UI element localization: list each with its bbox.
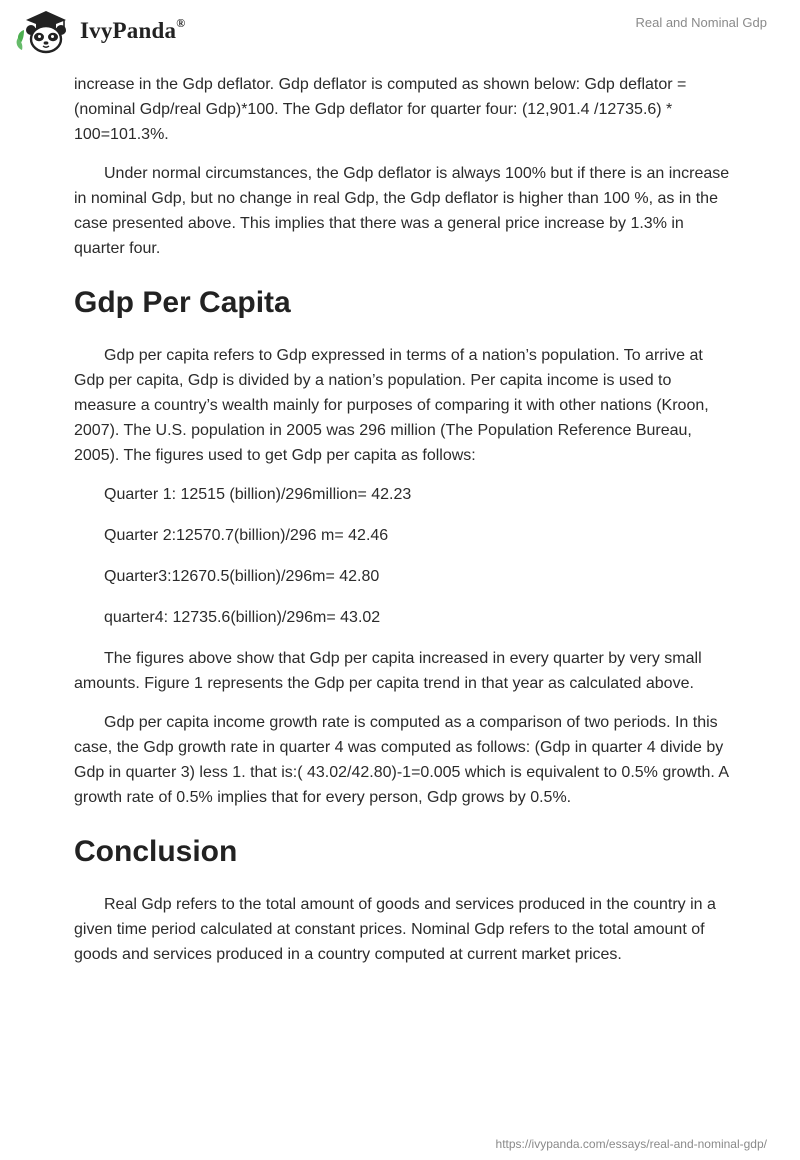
source-url-link[interactable]: https://ivypanda.com/essays/real-and-nominal-gdp/ <box>495 1137 767 1151</box>
paragraph-deflator-formula: increase in the Gdp deflator. Gdp deflator is computed as shown below: Gdp deflator = (nominal Gdp/real Gdp)*100. The Gdp deflator for quarter four: (12,901.4 /12735.6) * 100=101.3%. <box>74 76 687 143</box>
calc-quarter-2: Quarter 2:12570.7(billion)/296 m= 42.46 <box>104 527 389 544</box>
brand-name: IvyPanda® <box>80 16 186 43</box>
panda-graduate-icon <box>14 8 72 54</box>
heading-gdp-per-capita: Gdp Per Capita <box>74 286 291 319</box>
registered-mark: ® <box>176 16 186 31</box>
paragraph-per-capita-definition: Gdp per capita refers to Gdp expressed in terms of a nation’s population. To arrive at Gdp per capita, Gdp is divided by a nation’s population. Per capita income is used to measure a country’s wealth mainly for purposes of comparing it with other nations (Kroon, 2007). The U.S. population in 2005 was 296 million (The Population Reference Bureau, 2005). The figures used to get Gdp per capita as follows: <box>74 347 709 464</box>
document-title: Real and Nominal Gdp <box>635 15 767 30</box>
page-header <box>0 0 800 66</box>
calc-quarter-4: quarter4: 12735.6(billion)/296m= 43.02 <box>104 609 381 626</box>
calc-quarter-1: Quarter 1: 12515 (billion)/296million= 42.23 <box>104 486 412 503</box>
calc-quarter-3: Quarter3:12670.5(billion)/296m= 42.80 <box>104 568 380 585</box>
paragraph-per-capita-trend: The figures above show that Gdp per capita increased in every quarter by very small amounts. Figure 1 represents the Gdp per capita trend in that year as calculated above. <box>74 650 702 692</box>
essay-content <box>74 72 730 981</box>
heading-conclusion: Conclusion <box>74 835 238 868</box>
paragraph-growth-rate: Gdp per capita income growth rate is computed as a comparison of two periods. In this case, the Gdp growth rate in quarter 4 was computed as follows: (Gdp in quarter 4 divide by Gdp in quarter 3) less 1. that is:( 43.02/42.80)-1=0.005 which is equivalent to 0.5% growth. A growth rate of 0.5% implies that for every person, Gdp grows by 0.5%. <box>74 714 729 806</box>
paragraph-deflator-explanation: Under normal circumstances, the Gdp deflator is always 100% but if there is an increase in nominal Gdp, but no change in real Gdp, the Gdp deflator is higher than 100 %, as in the case presented above. This implies that there was a general price increase by 1.3% in quarter four. <box>74 165 730 257</box>
ivypanda-logo[interactable] <box>14 8 185 54</box>
paragraph-conclusion: Real Gdp refers to the total amount of goods and services produced in the country in a given time period calculated at constant prices. Nominal Gdp refers to the total amount of goods and services produced in a country computed at current market prices. <box>74 896 716 963</box>
